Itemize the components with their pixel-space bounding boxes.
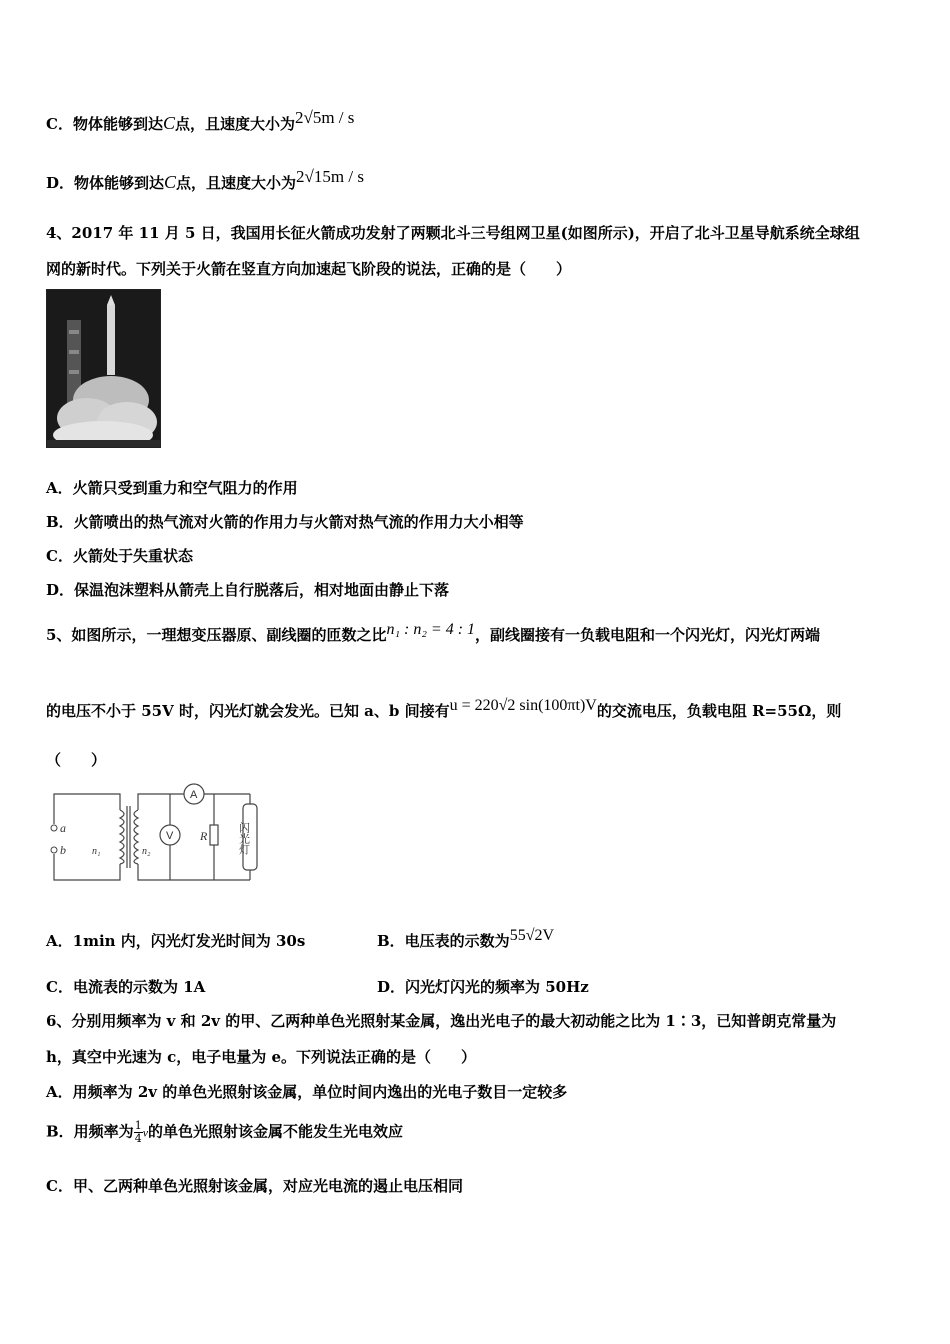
flash-lamp-label: 闪光灯 [237, 822, 251, 855]
n1-label: n₁ [92, 846, 101, 857]
q6-stem-line2: h，真空中光速为 c，电子电量为 e。下列说法正确的是（ ） [46, 1048, 477, 1066]
q4-option-d: D．保温泡沫塑料从箭壳上自行脱落后，相对地面由静止下落 [46, 581, 450, 599]
voltmeter-label: V [166, 830, 174, 842]
q6-option-b: B．用频率为 $\frac{1}{4}$ v的单色光照射该金属不能发生光电效应 [46, 1119, 404, 1145]
q4-stem-line1: 4、2017 年 11 月 5 日，我国用长征火箭成功发射了两颗北斗三号组网卫星(如图所示)，开启了北斗卫星导航系统全球组 [46, 224, 860, 242]
transformer-circuit-diagram [50, 782, 260, 886]
q5-stem-line1: 5、如图所示，一理想变压器原、副线圈的匝数之比n₁ : n₂ = 4 : 1，副线圈接有一负载电阻和一个闪光灯，闪光灯两端 [46, 621, 821, 644]
q5-option-b: B．电压表的示数为55√2V [377, 927, 555, 950]
q4-option-b: B．火箭喷出的热气流对火箭的作用力与火箭对热气流的作用力大小相等 [46, 513, 524, 531]
q3-option-c: C．物体能够到达C点，且速度大小为2√5m / s [46, 108, 355, 133]
resistor-label: R [200, 829, 208, 843]
terminal-b-label: b [60, 843, 66, 857]
q4-stem-line2: 网的新时代。下列关于火箭在竖直方向加速起飞阶段的说法，正确的是（ ） [46, 260, 572, 278]
q6-option-c: C．甲、乙两种单色光照射该金属，对应光电流的遏止电压相同 [46, 1177, 463, 1195]
q5-option-d: D．闪光灯闪光的频率为 50Hz [377, 978, 589, 996]
q5-paren: （ ） [46, 751, 107, 769]
q4-option-a: A．火箭只受到重力和空气阻力的作用 [46, 479, 298, 497]
q4-option-c: C．火箭处于失重状态 [46, 547, 193, 565]
ammeter-label: A [190, 789, 198, 801]
q6-option-a: A．用频率为 2v 的单色光照射该金属，单位时间内逸出的光电子数目一定较多 [46, 1083, 568, 1101]
terminal-a-label: a [60, 821, 66, 835]
q3-option-d: D．物体能够到达C点，且速度大小为2√15m / s [46, 167, 364, 192]
q5-stem-line2: 的电压不小于 55V 时，闪光灯就会发光。已知 a、b 间接有u = 220√2 sin(100πt)V的交流电压，负载电阻 R=55Ω，则 [46, 697, 842, 720]
n2-label: n₂ [142, 846, 151, 857]
rocket-launch-photo [46, 289, 161, 448]
q6-stem-line1: 6、分别用频率为 v 和 2v 的甲、乙两种单色光照射某金属，逸出光电子的最大初动能之比为 1∶3，已知普朗克常量为 [46, 1012, 837, 1030]
fraction-one-quarter: $\frac{1}{4}$ [134, 1119, 142, 1145]
q5-option-c: C．电流表的示数为 1A [46, 978, 206, 996]
q5-option-a: A．1min 内，闪光灯发光时间为 30s [46, 932, 306, 950]
